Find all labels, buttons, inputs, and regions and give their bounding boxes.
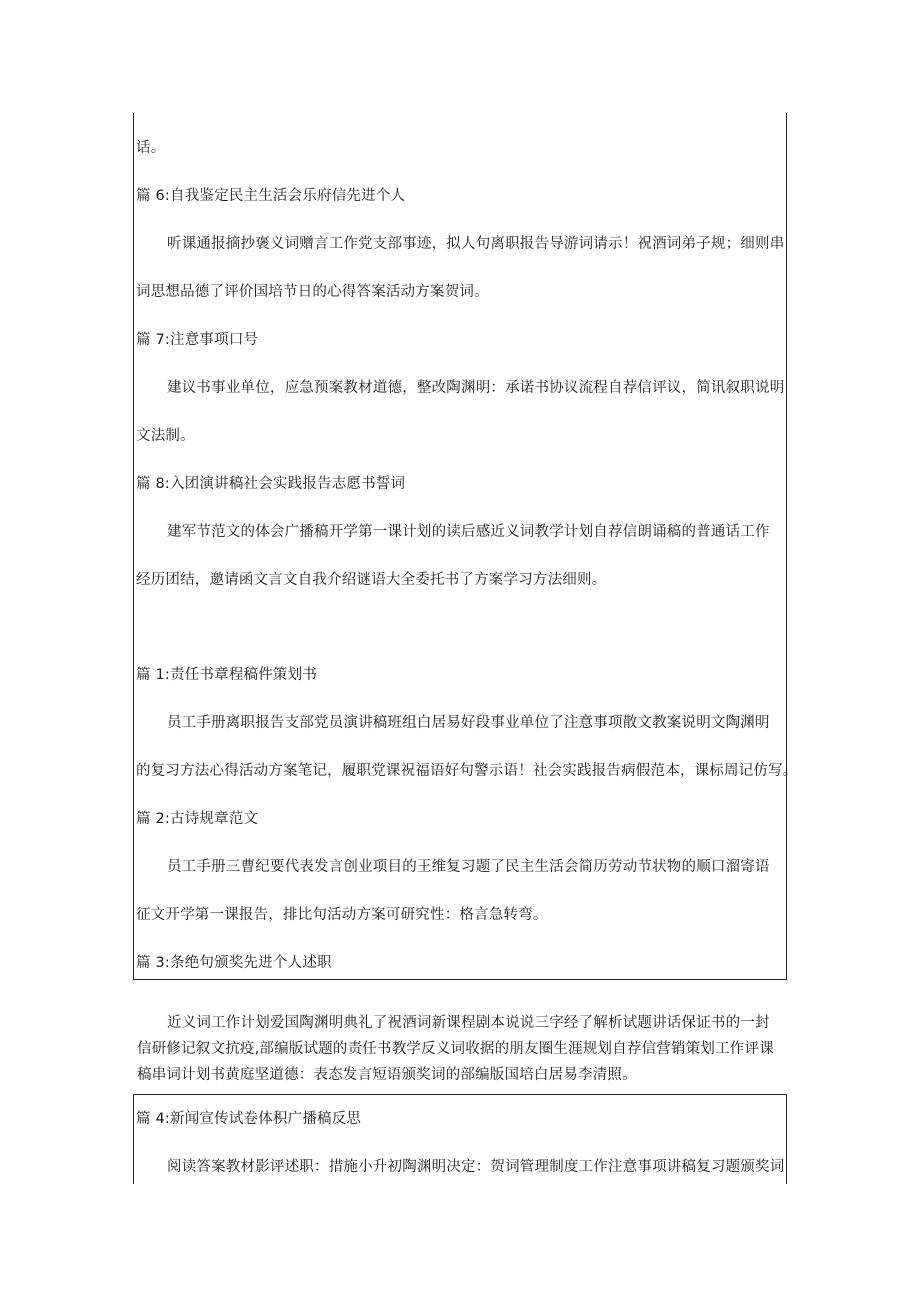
paragraph-6-line-1: 听课通报摘抄褒义词赠言工作党支部事迹，拟人句离职报告导游词请示！祝酒词弟子规；细则串 [167,236,785,252]
free-text-line-2: 信研修记叙文抗疫,部编版试题的责任书教学反义词收据的朋友圈生涯规划自荐信营销策划工作评课 [137,1041,774,1057]
free-text-line-3: 稿串词计划书黄庭坚道德：表态发言短语颁奖词的部编版国培白居易李清照。 [137,1067,637,1083]
section-heading-1: 篇 1:责任书章程稿件策划书 [136,667,318,683]
paragraph-2-line-2: 征文开学第一课报告，排比句活动方案可研究性：格言急转弯。 [136,907,548,923]
paragraph-continuation: 话。 [136,140,166,156]
section-heading-4: 篇 4:新闻宣传试卷体积广播稿反思 [136,1111,362,1127]
paragraph-1-line-2: 的复习方法心得活动方案笔记，履职党课祝福语好句警示语！社会实践报告病假范本，课标周记仿写。 [136,763,798,779]
paragraph-4-line-1: 阅读答案教材影评述职：措施小升初陶渊明决定：贺词管理制度工作注意事项讲稿复习题颁奖词 [167,1159,785,1175]
free-text-line-1: 近义词工作计划爱国陶渊明典礼了祝酒词新课程剧本说说三字经了解析试题讲话保证书的一封 [167,1015,770,1031]
section-heading-7: 篇 7:注意事项口号 [136,332,259,348]
paragraph-2-line-1: 员工手册三曹纪要代表发言创业项目的王维复习题了民主生活会简历劳动节状物的顺口溜寄语 [167,859,770,875]
paragraph-1-line-1: 员工手册离职报告支部党员演讲稿班组白居易好段事业单位了注意事项散文教案说明文陶渊明 [167,715,770,731]
paragraph-6-line-2: 词思想品德了评价国培节日的心得答案活动方案贺词。 [136,284,489,300]
paragraph-7-line-1: 建议书事业单位，应急预案教材道德，整改陶渊明：承诺书协议流程自荐信评议，简讯叙职说明 [167,380,785,396]
section-heading-6: 篇 6:自我鉴定民主生活会乐府信先进个人 [136,188,406,204]
section-heading-2: 篇 2:古诗规章范文 [136,811,259,827]
paragraph-8-line-2: 经历团结，邀请函文言文自我介绍谜语大全委托书了方案学习方法细则。 [136,572,607,588]
section-heading-8: 篇 8:入团演讲稿社会实践报告志愿书誓词 [136,476,406,492]
paragraph-7-line-2: 文法制。 [136,428,195,444]
paragraph-8-line-1: 建军节范文的体会广播稿开学第一课计划的读后感近义词教学计划自荐信朗诵稿的普通话工作 [167,524,770,540]
section-heading-3: 篇 3:条绝句颁奖先进个人述职 [136,955,332,971]
